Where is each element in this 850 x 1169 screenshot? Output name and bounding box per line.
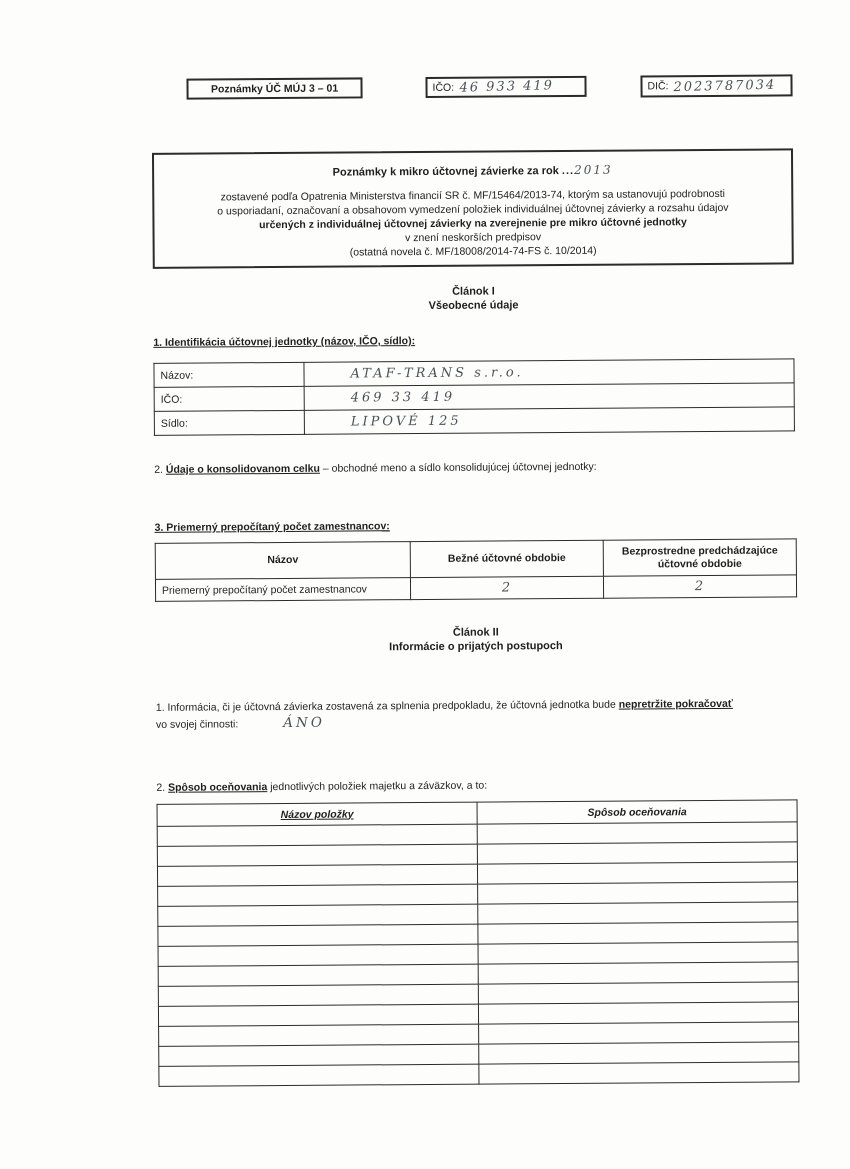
article2-item1-underlined: nepretržite pokračovať xyxy=(618,697,733,711)
id-row-label: IČO: xyxy=(154,386,304,411)
id-row-label: Sídlo: xyxy=(154,410,304,435)
article1-item2-underlined: Údaje o konsolidovanom celku xyxy=(165,462,320,476)
title-paragraph-line: zostavené podľa Opatrenia Ministerstva financií SR č. MF/15464/2013-74, ktorým sa ustanovujú podrobnosti xyxy=(220,187,726,204)
employees-table xyxy=(155,538,797,601)
employees-col-previous-period: Bezprostredne predchádzajúce účtovné obdobie xyxy=(603,539,796,576)
employees-table-header-row xyxy=(155,539,796,579)
valuation-col-item-name-text: Názov položky xyxy=(280,808,354,821)
id-row-value-cell xyxy=(304,359,794,386)
ico-label: IČO: xyxy=(432,81,455,94)
title-paragraph-line: o usporiadaní, označovaní a obsahovom vymedzení položiek individuálnej účtovnej závierky a rozsahu údajov xyxy=(217,201,729,218)
employees-row-label: Priemerný prepočítaný počet zamestnancov xyxy=(155,578,410,602)
article1-item2-rest: – obchodné meno a sídlo konsolidujúcej účtovnej jednotky: xyxy=(319,460,597,475)
valuation-empty-cell xyxy=(157,864,477,886)
article2-item2-rest: jednotlivých položiek majetku a záväzkov, a to: xyxy=(267,779,488,794)
article1-item3-text: 3. Priemerný prepočítaný počet zamestnancov: xyxy=(154,520,390,534)
valuation-empty-cell xyxy=(157,844,477,866)
valuation-empty-cell xyxy=(479,1042,799,1064)
valuation-empty-row xyxy=(159,1062,799,1086)
form-code-box xyxy=(186,77,362,99)
article-2-heading: Článok II xyxy=(452,626,499,639)
id-row-value-cell xyxy=(304,407,794,434)
article-1-subheading: Všeobecné údaje xyxy=(428,299,519,312)
valuation-empty-cell xyxy=(477,862,797,884)
valuation-col-method: Spôsob oceňovania xyxy=(477,800,797,824)
title-paragraph-line-bold: určených z individuálnej účtovnej závierky na zverejnenie pre mikro účtovné jednotky xyxy=(259,216,687,232)
valuation-empty-cell xyxy=(478,942,798,964)
article2-item1-line2: vo svojej činnosti: xyxy=(155,718,239,731)
title-paragraph-line: (ostatná novela č. MF/18008/2014-74-FS č. 10/2014) xyxy=(349,244,597,259)
article-2-heading-block xyxy=(155,623,796,655)
dic-box xyxy=(640,74,792,97)
valuation-empty-cell xyxy=(478,902,798,924)
employees-table-data-row xyxy=(155,575,796,601)
valuation-empty-cell xyxy=(159,1044,479,1066)
title-box xyxy=(152,148,794,268)
article2-item2-underlined: Spôsob oceňovania xyxy=(168,781,268,794)
valuation-empty-cell xyxy=(159,1024,479,1046)
valuation-empty-cell xyxy=(159,1064,479,1086)
valuation-empty-cell xyxy=(158,904,478,926)
valuation-empty-cell xyxy=(479,1062,799,1084)
article-1-heading-block xyxy=(153,282,794,314)
valuation-empty-cell xyxy=(477,842,797,864)
article1-item3 xyxy=(155,515,800,536)
valuation-table-body xyxy=(157,822,799,1086)
id-row-value-cell xyxy=(304,383,794,410)
form-code-label: Poznámky ÚČ MÚJ 3 – 01 xyxy=(210,82,339,95)
employees-current-handwritten: 2 xyxy=(501,580,513,596)
id-row-label: Názov: xyxy=(154,362,304,387)
valuation-empty-cell xyxy=(158,944,478,966)
valuation-table xyxy=(157,799,800,1086)
year-handwritten-value: 2013 xyxy=(574,162,613,177)
valuation-empty-cell xyxy=(158,884,478,906)
valuation-empty-cell xyxy=(478,882,798,904)
article1-item1 xyxy=(153,330,798,351)
employees-col-nazov: Názov xyxy=(155,542,410,580)
article1-item2-num: 2. xyxy=(154,463,166,476)
dic-handwritten-value: 2023787034 xyxy=(673,77,777,95)
valuation-empty-cell xyxy=(478,982,798,1004)
ico-handwritten-value: 46 933 419 xyxy=(458,78,554,96)
valuation-empty-cell xyxy=(478,922,798,944)
article1-item1-text: 1. Identifikácia účtovnej jednotky (názov, IČO, sídlo): xyxy=(153,335,416,349)
valuation-empty-cell xyxy=(478,1002,798,1024)
article2-item2-num: 2. xyxy=(156,781,169,794)
id-table-row-sidlo xyxy=(154,407,794,435)
valuation-empty-cell xyxy=(478,962,798,984)
valuation-empty-cell xyxy=(158,1004,478,1026)
valuation-empty-cell xyxy=(479,1022,799,1044)
title-paragraph-line: v znení neskorších predpisov xyxy=(405,231,542,245)
employees-previous-handwritten: 2 xyxy=(694,579,706,595)
form-title-text: Poznámky k mikro účtovnej závierke za rok xyxy=(332,165,559,179)
employees-col-current-period: Bežné účtovné obdobie xyxy=(410,540,603,577)
valuation-col-item-name xyxy=(157,802,477,826)
employees-previous-cell xyxy=(603,575,796,598)
id-row-handwritten-value: LIPOVÉ 125 xyxy=(350,413,462,430)
valuation-empty-cell xyxy=(158,984,478,1006)
ico-box xyxy=(425,76,586,98)
valuation-empty-cell xyxy=(158,924,478,946)
article-1-heading: Článok I xyxy=(452,285,495,298)
employees-current-cell xyxy=(410,576,603,599)
article2-item1 xyxy=(156,695,801,733)
id-row-handwritten-value: 469 33 419 xyxy=(350,389,456,406)
year-dotted-leader: ... xyxy=(561,164,575,178)
article1-item2 xyxy=(154,457,799,478)
identification-table xyxy=(153,358,794,435)
article2-item2 xyxy=(156,775,801,796)
valuation-empty-cell xyxy=(158,964,478,986)
valuation-empty-cell xyxy=(477,822,797,844)
dic-label: DIČ: xyxy=(647,80,669,93)
article2-item1-handwritten-answer: ÁNO xyxy=(283,714,325,731)
article-2-subheading: Informácie o prijatých postupoch xyxy=(389,640,563,654)
valuation-empty-cell xyxy=(157,824,477,846)
article2-item1-pre: 1. Informácia, či je účtovná závierka zostavená za splnenia predpokladu, že účtovná jednotka bude xyxy=(155,698,619,714)
form-title xyxy=(154,161,791,179)
id-row-handwritten-value: ATAF-TRANS s.r.o. xyxy=(350,365,524,382)
